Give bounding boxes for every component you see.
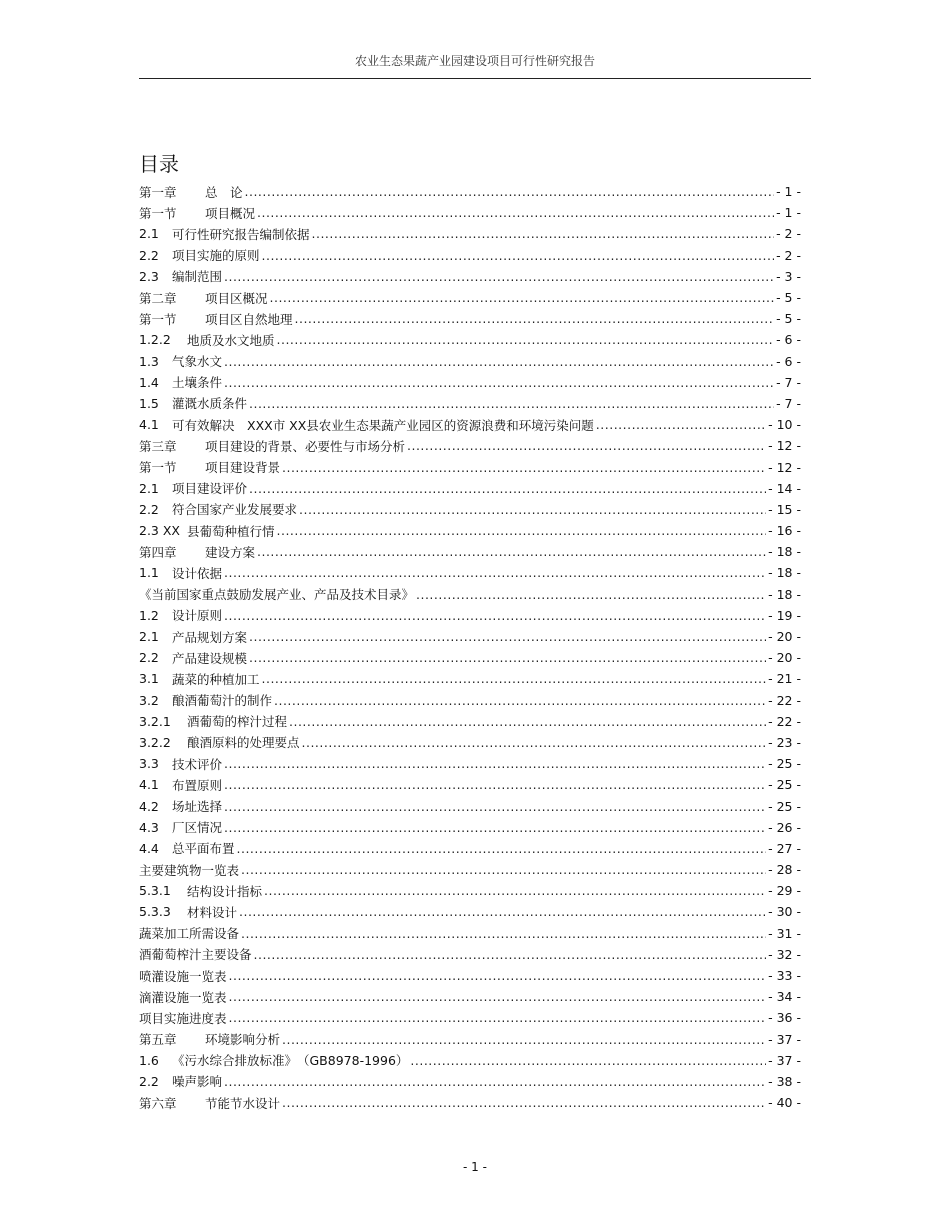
toc-entry-page: - 2 - — [776, 247, 801, 263]
toc-dot-leader — [224, 1074, 766, 1089]
toc-entry[interactable] — [139, 499, 801, 520]
toc-entry[interactable] — [139, 562, 801, 583]
toc-entry-title: 《当前国家重点鼓励发展产业、产品及技术目录》 — [139, 587, 415, 603]
toc-entry-page: - 6 - — [776, 332, 801, 348]
toc-entry-number: 2.3 XX — [139, 523, 180, 539]
toc-entry-title: 结构设计指标 — [187, 883, 263, 899]
running-header: 农业生态果蔬产业园建设项目可行性研究报告 — [139, 52, 811, 79]
toc-entry-page: - 15 - — [768, 501, 801, 517]
toc-entry-title: 布置原则 — [172, 777, 223, 793]
toc-entry-page: - 5 - — [776, 311, 801, 327]
toc-entry[interactable] — [139, 308, 801, 329]
toc-entry-page: - 22 - — [768, 692, 801, 708]
toc-entry-page: - 37 - — [768, 1052, 801, 1068]
toc-entry-page: - 20 - — [768, 629, 801, 645]
toc-entry-title: 符合国家产业发展要求 — [172, 502, 298, 518]
toc-dot-leader — [237, 841, 767, 856]
toc-entry-title: 节能节水设计 — [205, 1095, 281, 1111]
toc-entry-page: - 22 - — [768, 713, 801, 729]
toc-entry-title: 蔬菜的种植加工 — [172, 671, 260, 687]
toc-entry[interactable] — [139, 329, 801, 350]
toc-entry-title: 主要建筑物一览表 — [139, 862, 240, 878]
toc-entry[interactable] — [139, 181, 801, 202]
toc-entry-title: 噪声影响 — [172, 1074, 223, 1090]
toc-entry-title: 可行性研究报告编制依据 — [172, 226, 310, 242]
toc-entry-title: 项目建设评价 — [172, 481, 248, 497]
toc-entry-page: - 37 - — [768, 1031, 801, 1047]
toc-dot-leader — [241, 926, 766, 941]
toc-dot-leader — [224, 777, 766, 792]
toc-entry-page: - 18 - — [768, 565, 801, 581]
toc-entry-page: - 36 - — [768, 1010, 801, 1026]
toc-dot-leader — [224, 756, 766, 771]
toc-entry[interactable] — [139, 605, 801, 626]
toc-entry[interactable] — [139, 266, 801, 287]
toc-dot-leader — [224, 375, 774, 390]
toc-entry-page: - 16 - — [768, 523, 801, 539]
toc-entry-page: - 2 - — [776, 226, 801, 242]
toc-entry[interactable] — [139, 1007, 801, 1028]
toc-entry-page: - 23 - — [768, 734, 801, 750]
toc-entry-title: 县葡萄种植行情 — [187, 523, 275, 539]
toc-entry-number: 第二章 — [139, 290, 177, 306]
toc-entry-page: - 27 - — [768, 840, 801, 856]
toc-dot-leader — [282, 460, 766, 475]
toc-dot-leader — [282, 1095, 766, 1110]
toc-entry-number: 1.6 — [139, 1052, 159, 1068]
toc-dot-leader — [407, 438, 766, 453]
toc-entry-page: - 5 - — [776, 290, 801, 306]
toc-entry-title: 项目概况 — [205, 205, 256, 221]
toc-dot-leader — [416, 587, 766, 602]
toc-entry-page: - 18 - — [768, 544, 801, 560]
toc-entry-page: - 12 - — [768, 438, 801, 454]
toc-entry-number: 第一节 — [139, 460, 177, 476]
toc-entry-number: 3.1 — [139, 671, 159, 687]
toc-dot-leader — [264, 883, 766, 898]
toc-dot-leader — [282, 1032, 766, 1047]
toc-entry-title: 设计原则 — [172, 608, 223, 624]
toc-entry-title: 建设方案 — [205, 544, 256, 560]
toc-dot-leader — [249, 650, 766, 665]
toc-entry-page: - 25 - — [768, 777, 801, 793]
toc-dot-leader — [224, 565, 766, 580]
page-number: - 1 - — [463, 1160, 487, 1174]
toc-entry-title: 场址选择 — [172, 799, 223, 815]
toc-entry-number: 5.3.1 — [139, 883, 171, 899]
toc-entry-title: 土壤条件 — [172, 375, 223, 391]
toc-entry-title: 总 论 — [205, 184, 243, 200]
toc-entry-page: - 1 - — [776, 184, 801, 200]
toc-entry-title: 可有效解决 XXX市 XX县农业生态果蔬产业园区的资源浪费和环境污染问题 — [172, 417, 594, 433]
toc-entry-title: 项目区自然地理 — [205, 311, 293, 327]
toc-entry[interactable] — [139, 753, 801, 774]
toc-entry-number: 4.1 — [139, 777, 159, 793]
toc-dot-leader — [302, 735, 767, 750]
toc-entry-number: 1.4 — [139, 374, 159, 390]
toc-dot-leader — [277, 523, 767, 538]
toc-entry[interactable] — [139, 817, 801, 838]
toc-entry-title: 气象水文 — [172, 354, 223, 370]
toc-entry-page: - 18 - — [768, 586, 801, 602]
toc-entry-title: 产品建设规模 — [172, 650, 248, 666]
toc-dot-leader — [254, 947, 767, 962]
toc-entry-number: 第一节 — [139, 311, 177, 327]
toc-entry-number: 2.2 — [139, 1073, 159, 1089]
toc-entry-title: 地质及水文地质 — [187, 332, 275, 348]
toc-dot-leader — [299, 502, 766, 517]
toc-entry[interactable] — [139, 859, 801, 880]
toc-entry-number: 1.3 — [139, 353, 159, 369]
toc-entry[interactable] — [139, 584, 801, 605]
toc-entry-page: - 31 - — [768, 925, 801, 941]
toc-entry-page: - 25 - — [768, 798, 801, 814]
toc-entry-number: 1.5 — [139, 395, 159, 411]
toc-dot-leader — [229, 1010, 767, 1025]
toc-entry-page: - 25 - — [768, 756, 801, 772]
toc-entry-title: 酒葡萄的榨汁过程 — [187, 714, 288, 730]
toc-entry[interactable] — [139, 456, 801, 477]
toc-entry-number: 3.3 — [139, 756, 159, 772]
toc-dot-leader — [229, 968, 767, 983]
toc-dot-leader — [239, 904, 766, 919]
toc-entry[interactable] — [139, 202, 801, 223]
toc-entry-number: 5.3.3 — [139, 904, 171, 920]
toc-entry-number: 3.2.2 — [139, 734, 171, 750]
toc-entry[interactable] — [139, 478, 801, 499]
toc-entry-title: 酿酒原料的处理要点 — [187, 735, 300, 751]
toc-entry[interactable] — [139, 1029, 801, 1050]
toc-dot-leader — [224, 799, 766, 814]
toc-entry-page: - 12 - — [768, 459, 801, 475]
toc-dot-leader — [249, 396, 774, 411]
toc-entry-number: 2.2 — [139, 650, 159, 666]
toc-dot-leader — [224, 820, 766, 835]
toc-entry[interactable] — [139, 245, 801, 266]
toc-entry-title: 《污水综合排放标准》 （GB8978-1996） — [172, 1053, 409, 1069]
toc-entry-title: 设计依据 — [172, 565, 223, 581]
toc-entry[interactable] — [139, 965, 801, 986]
toc-entry[interactable] — [139, 668, 801, 689]
toc-entry-page: - 33 - — [768, 968, 801, 984]
toc-entry-title: 灌溉水质条件 — [172, 396, 248, 412]
toc-entry[interactable] — [139, 223, 801, 244]
toc-entry-page: - 29 - — [768, 883, 801, 899]
toc-entry-number: 第一节 — [139, 205, 177, 221]
toc-dot-leader — [312, 226, 775, 241]
toc-entry[interactable] — [139, 880, 801, 901]
toc-entry-title: 酒葡萄榨汁主要设备 — [139, 947, 252, 963]
toc-entry-page: - 10 - — [768, 417, 801, 433]
toc-entry-page: - 3 - — [776, 268, 801, 284]
toc-entry-number: 第一章 — [139, 184, 177, 200]
toc-entry-page: - 30 - — [768, 904, 801, 920]
toc-entry[interactable] — [139, 435, 801, 456]
toc-dot-leader — [289, 714, 766, 729]
toc-entry-number: 1.2.2 — [139, 332, 171, 348]
toc-entry[interactable] — [139, 732, 801, 753]
toc-entry-number: 2.2 — [139, 247, 159, 263]
toc-entry-number: 3.2.1 — [139, 713, 171, 729]
toc-entry-title: 材料设计 — [187, 904, 238, 920]
toc-dot-leader — [596, 417, 766, 432]
toc-dot-leader — [249, 629, 766, 644]
toc-entry[interactable] — [139, 923, 801, 944]
toc-entry[interactable] — [139, 372, 801, 393]
toc-entry[interactable] — [139, 795, 801, 816]
toc-entry-title: 项目建设的背景、必要性与市场分析 — [205, 438, 406, 454]
toc-dot-leader — [224, 354, 774, 369]
toc-dot-leader — [224, 608, 766, 623]
toc-entry-page: - 32 - — [768, 946, 801, 962]
toc-entry-number: 4.3 — [139, 819, 159, 835]
toc-entry-number: 2.1 — [139, 629, 159, 645]
toc-dot-leader — [241, 862, 766, 877]
toc-entry-title: 厂区情况 — [172, 820, 223, 836]
toc-entry-title: 技术评价 — [172, 756, 223, 772]
toc-entry[interactable] — [139, 1071, 801, 1092]
toc-entry-title: 喷灌设施一览表 — [139, 968, 227, 984]
toc-entry-page: - 28 - — [768, 862, 801, 878]
toc-dot-leader — [229, 989, 767, 1004]
toc-entry-title: 项目建设背景 — [205, 460, 281, 476]
toc-entry-number: 第四章 — [139, 544, 177, 560]
toc-entry-number: 3.2 — [139, 692, 159, 708]
toc-entry-number: 2.3 — [139, 268, 159, 284]
toc-entry[interactable] — [139, 520, 801, 541]
toc-entry[interactable] — [139, 626, 801, 647]
toc-entry-page: - 34 - — [768, 989, 801, 1005]
toc-dot-leader — [270, 290, 775, 305]
toc-dot-leader — [249, 481, 766, 496]
toc-entry-title: 酿酒葡萄汁的制作 — [172, 693, 273, 709]
toc-entry-number: 2.1 — [139, 480, 159, 496]
toc-dot-leader — [410, 1053, 766, 1068]
toc-entry-title: 总平面布置 — [172, 841, 235, 857]
toc-entry-title: 滴灌设施一览表 — [139, 989, 227, 1005]
toc-entry[interactable] — [139, 838, 801, 859]
toc-entry-page: - 21 - — [768, 671, 801, 687]
toc-entry-title: 编制范围 — [172, 269, 223, 285]
toc-entry[interactable] — [139, 986, 801, 1007]
toc-entry-title: 产品规划方案 — [172, 629, 248, 645]
toc-entry-page: - 1 - — [776, 205, 801, 221]
toc-dot-leader — [257, 205, 774, 220]
toc-dot-leader — [262, 671, 767, 686]
toc-entry-number: 4.2 — [139, 798, 159, 814]
toc-entry-page: - 26 - — [768, 819, 801, 835]
toc-entry-page: - 7 - — [776, 395, 801, 411]
toc-entry[interactable] — [139, 1050, 801, 1071]
toc-entry-title: 蔬菜加工所需设备 — [139, 926, 240, 942]
toc-entry-number: 4.1 — [139, 417, 159, 433]
toc-entry-page: - 40 - — [768, 1095, 801, 1111]
toc-entry-number: 1.1 — [139, 565, 159, 581]
toc-entry-number: 第三章 — [139, 438, 177, 454]
toc-entry[interactable] — [139, 944, 801, 965]
toc-dot-leader — [245, 184, 775, 199]
toc-entry-page: - 14 - — [768, 480, 801, 496]
table-of-contents — [139, 181, 801, 1113]
toc-entry[interactable] — [139, 774, 801, 795]
toc-entry[interactable] — [139, 351, 801, 372]
toc-title: 目录 — [139, 152, 179, 176]
toc-dot-leader — [257, 544, 766, 559]
toc-entry-title: 环境影响分析 — [205, 1032, 281, 1048]
toc-dot-leader — [274, 693, 766, 708]
toc-entry-number: 第六章 — [139, 1095, 177, 1111]
toc-entry[interactable] — [139, 287, 801, 308]
toc-entry-page: - 38 - — [768, 1073, 801, 1089]
toc-entry-title: 项目实施的原则 — [172, 248, 260, 264]
toc-entry-page: - 7 - — [776, 374, 801, 390]
toc-entry[interactable] — [139, 690, 801, 711]
toc-entry-number: 4.4 — [139, 840, 159, 856]
toc-entry-title: 项目区概况 — [205, 290, 268, 306]
toc-entry[interactable] — [139, 1092, 801, 1113]
toc-dot-leader — [262, 248, 775, 263]
toc-entry[interactable] — [139, 541, 801, 562]
toc-dot-leader — [224, 269, 774, 284]
toc-entry[interactable] — [139, 647, 801, 668]
toc-entry-number: 2.2 — [139, 501, 159, 517]
toc-entry-number: 第五章 — [139, 1032, 177, 1048]
toc-entry[interactable] — [139, 711, 801, 732]
toc-dot-leader — [295, 311, 775, 326]
toc-dot-leader — [277, 332, 775, 347]
toc-entry-number: 2.1 — [139, 226, 159, 242]
toc-entry-number: 1.2 — [139, 607, 159, 623]
toc-entry[interactable] — [139, 901, 801, 922]
toc-entry-page: - 6 - — [776, 353, 801, 369]
toc-entry-title: 项目实施进度表 — [139, 1010, 227, 1026]
toc-entry-page: - 20 - — [768, 650, 801, 666]
toc-entry-page: - 19 - — [768, 607, 801, 623]
toc-entry[interactable] — [139, 393, 801, 414]
toc-entry[interactable] — [139, 414, 801, 435]
